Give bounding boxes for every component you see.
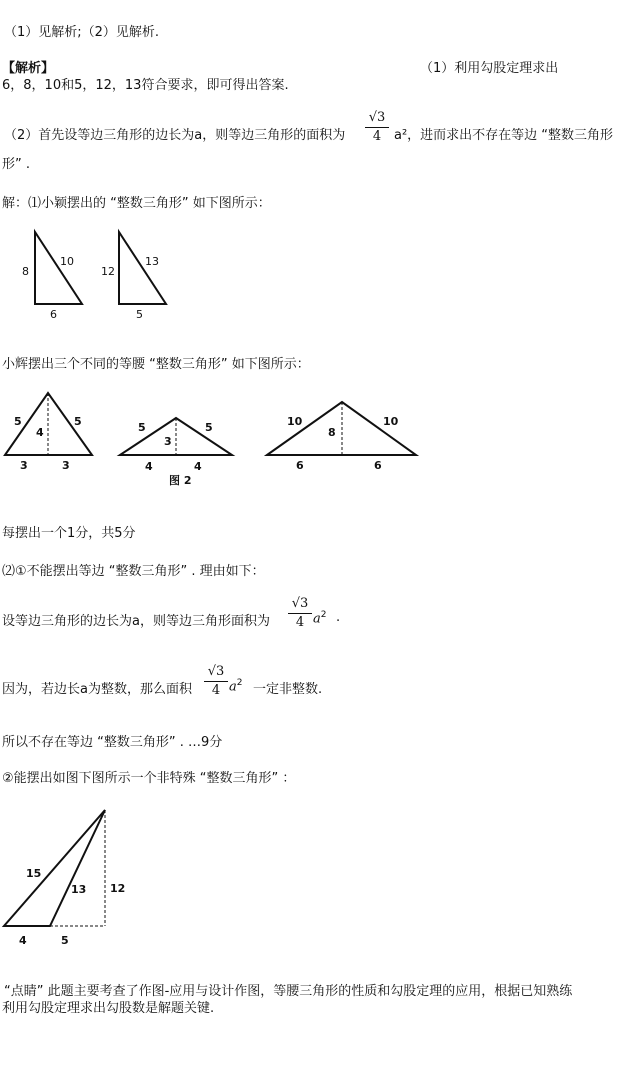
fraction-numerator: √3 xyxy=(207,664,225,679)
right-triangle-5-12-13 xyxy=(119,232,166,304)
label-height-3: 3 xyxy=(164,435,172,448)
area-var-2 xyxy=(229,678,243,694)
area-var-1 xyxy=(313,610,327,626)
label-4: 4 xyxy=(19,934,27,947)
label-5: 5 xyxy=(136,308,143,321)
label-5-right: 5 xyxy=(74,415,82,428)
part2-line-2-a: 设等边三角形的边长为a，则等边三角形面积为 xyxy=(2,614,270,629)
fraction-numerator: √3 xyxy=(368,110,386,125)
fraction-numerator: √3 xyxy=(291,596,309,611)
label-6-left: 6 xyxy=(296,459,304,472)
fraction-bar xyxy=(204,681,228,682)
label-15: 15 xyxy=(26,867,42,880)
label-5-right-2: 5 xyxy=(205,421,213,434)
fraction-area-2 xyxy=(204,664,228,699)
fraction-bar xyxy=(365,127,389,128)
part2-line-1: ⑵①不能摆出等边 “整数三角形” . 理由如下： xyxy=(2,564,265,579)
analysis-header: 【解析】 xyxy=(2,61,55,76)
label-4-left: 4 xyxy=(145,460,153,473)
label-12: 12 xyxy=(110,882,126,895)
label-10-right: 10 xyxy=(383,415,399,428)
figure-right-triangles xyxy=(0,220,200,325)
analysis-right-text: （1）利用勾股定理求出 xyxy=(420,61,559,76)
label-6: 6 xyxy=(50,308,57,321)
part2-line-4: 所以不存在等边 “整数三角形” . …9分 xyxy=(2,735,223,750)
solution-line-2: 小辉摆出三个不同的等腰 “整数三角形” 如下图所示： xyxy=(2,357,310,372)
score-line: 每摆出一个1分，共5分 xyxy=(2,526,136,541)
part2-line-3-b: 一定非整数. xyxy=(253,682,323,697)
fraction-area-1 xyxy=(288,596,312,631)
figure-isosceles-triangles xyxy=(0,385,430,490)
label-5-left: 5 xyxy=(14,415,22,428)
part2-intro-c: 形” . xyxy=(2,157,30,172)
part2-line-5: ②能摆出如图下图所示一个非特殊 “整数三角形” ： xyxy=(2,771,296,786)
figure-integer-triangle xyxy=(0,800,140,950)
tip-line-1: “点睛” 此题主要考查了作图-应用与设计作图，等腰三角形的性质和勾股定理的应用，根据已知熟练 xyxy=(4,984,573,999)
exponent-2: 2 xyxy=(320,610,327,620)
part2-line-3-a: 因为，若边长a为整数，那么面积 xyxy=(2,682,192,697)
label-10: 10 xyxy=(60,255,74,268)
label-5: 5 xyxy=(61,934,69,947)
part2-intro-b: a²，进而求出不存在等边 “整数三角形 xyxy=(394,128,614,143)
integer-triangle-13-14-15 xyxy=(4,810,105,926)
label-3-right: 3 xyxy=(62,459,70,472)
figure-2-caption: 图 2 xyxy=(169,474,192,487)
answer-line: （1）见解析;（2）见解析. xyxy=(4,25,160,40)
label-13: 13 xyxy=(71,883,87,896)
label-height-8: 8 xyxy=(328,426,336,439)
part2-intro-a: （2）首先设等边三角形的边长为a，则等边三角形的面积为 xyxy=(4,128,346,143)
analysis-line-2: 6，8，10和5，12，13符合要求，即可得出答案. xyxy=(2,78,289,93)
label-8: 8 xyxy=(22,265,29,278)
exponent-2: 2 xyxy=(236,678,243,688)
label-13: 13 xyxy=(145,255,159,268)
label-3-left: 3 xyxy=(20,459,28,472)
fraction-denominator: 4 xyxy=(295,615,305,630)
label-12: 12 xyxy=(101,265,115,278)
label-5-left-2: 5 xyxy=(138,421,146,434)
var-a: a xyxy=(313,611,321,627)
part2-line-2-b: . xyxy=(336,610,341,625)
label-4-right: 4 xyxy=(194,460,202,473)
label-10-left: 10 xyxy=(287,415,303,428)
label-height-4: 4 xyxy=(36,426,44,439)
tip-line-2: 利用勾股定理求出勾股数是解题关键. xyxy=(2,1001,215,1016)
fraction-denominator: 4 xyxy=(211,683,221,698)
label-6-right: 6 xyxy=(374,459,382,472)
solution-line-1: 解：⑴小颖摆出的 “整数三角形” 如下图所示： xyxy=(2,196,271,211)
fraction-bar xyxy=(288,613,312,614)
right-triangle-6-8-10 xyxy=(35,232,82,304)
fraction-sqrt3-over-4 xyxy=(365,110,389,145)
var-a: a xyxy=(229,679,237,695)
fraction-denominator: 4 xyxy=(372,129,382,144)
